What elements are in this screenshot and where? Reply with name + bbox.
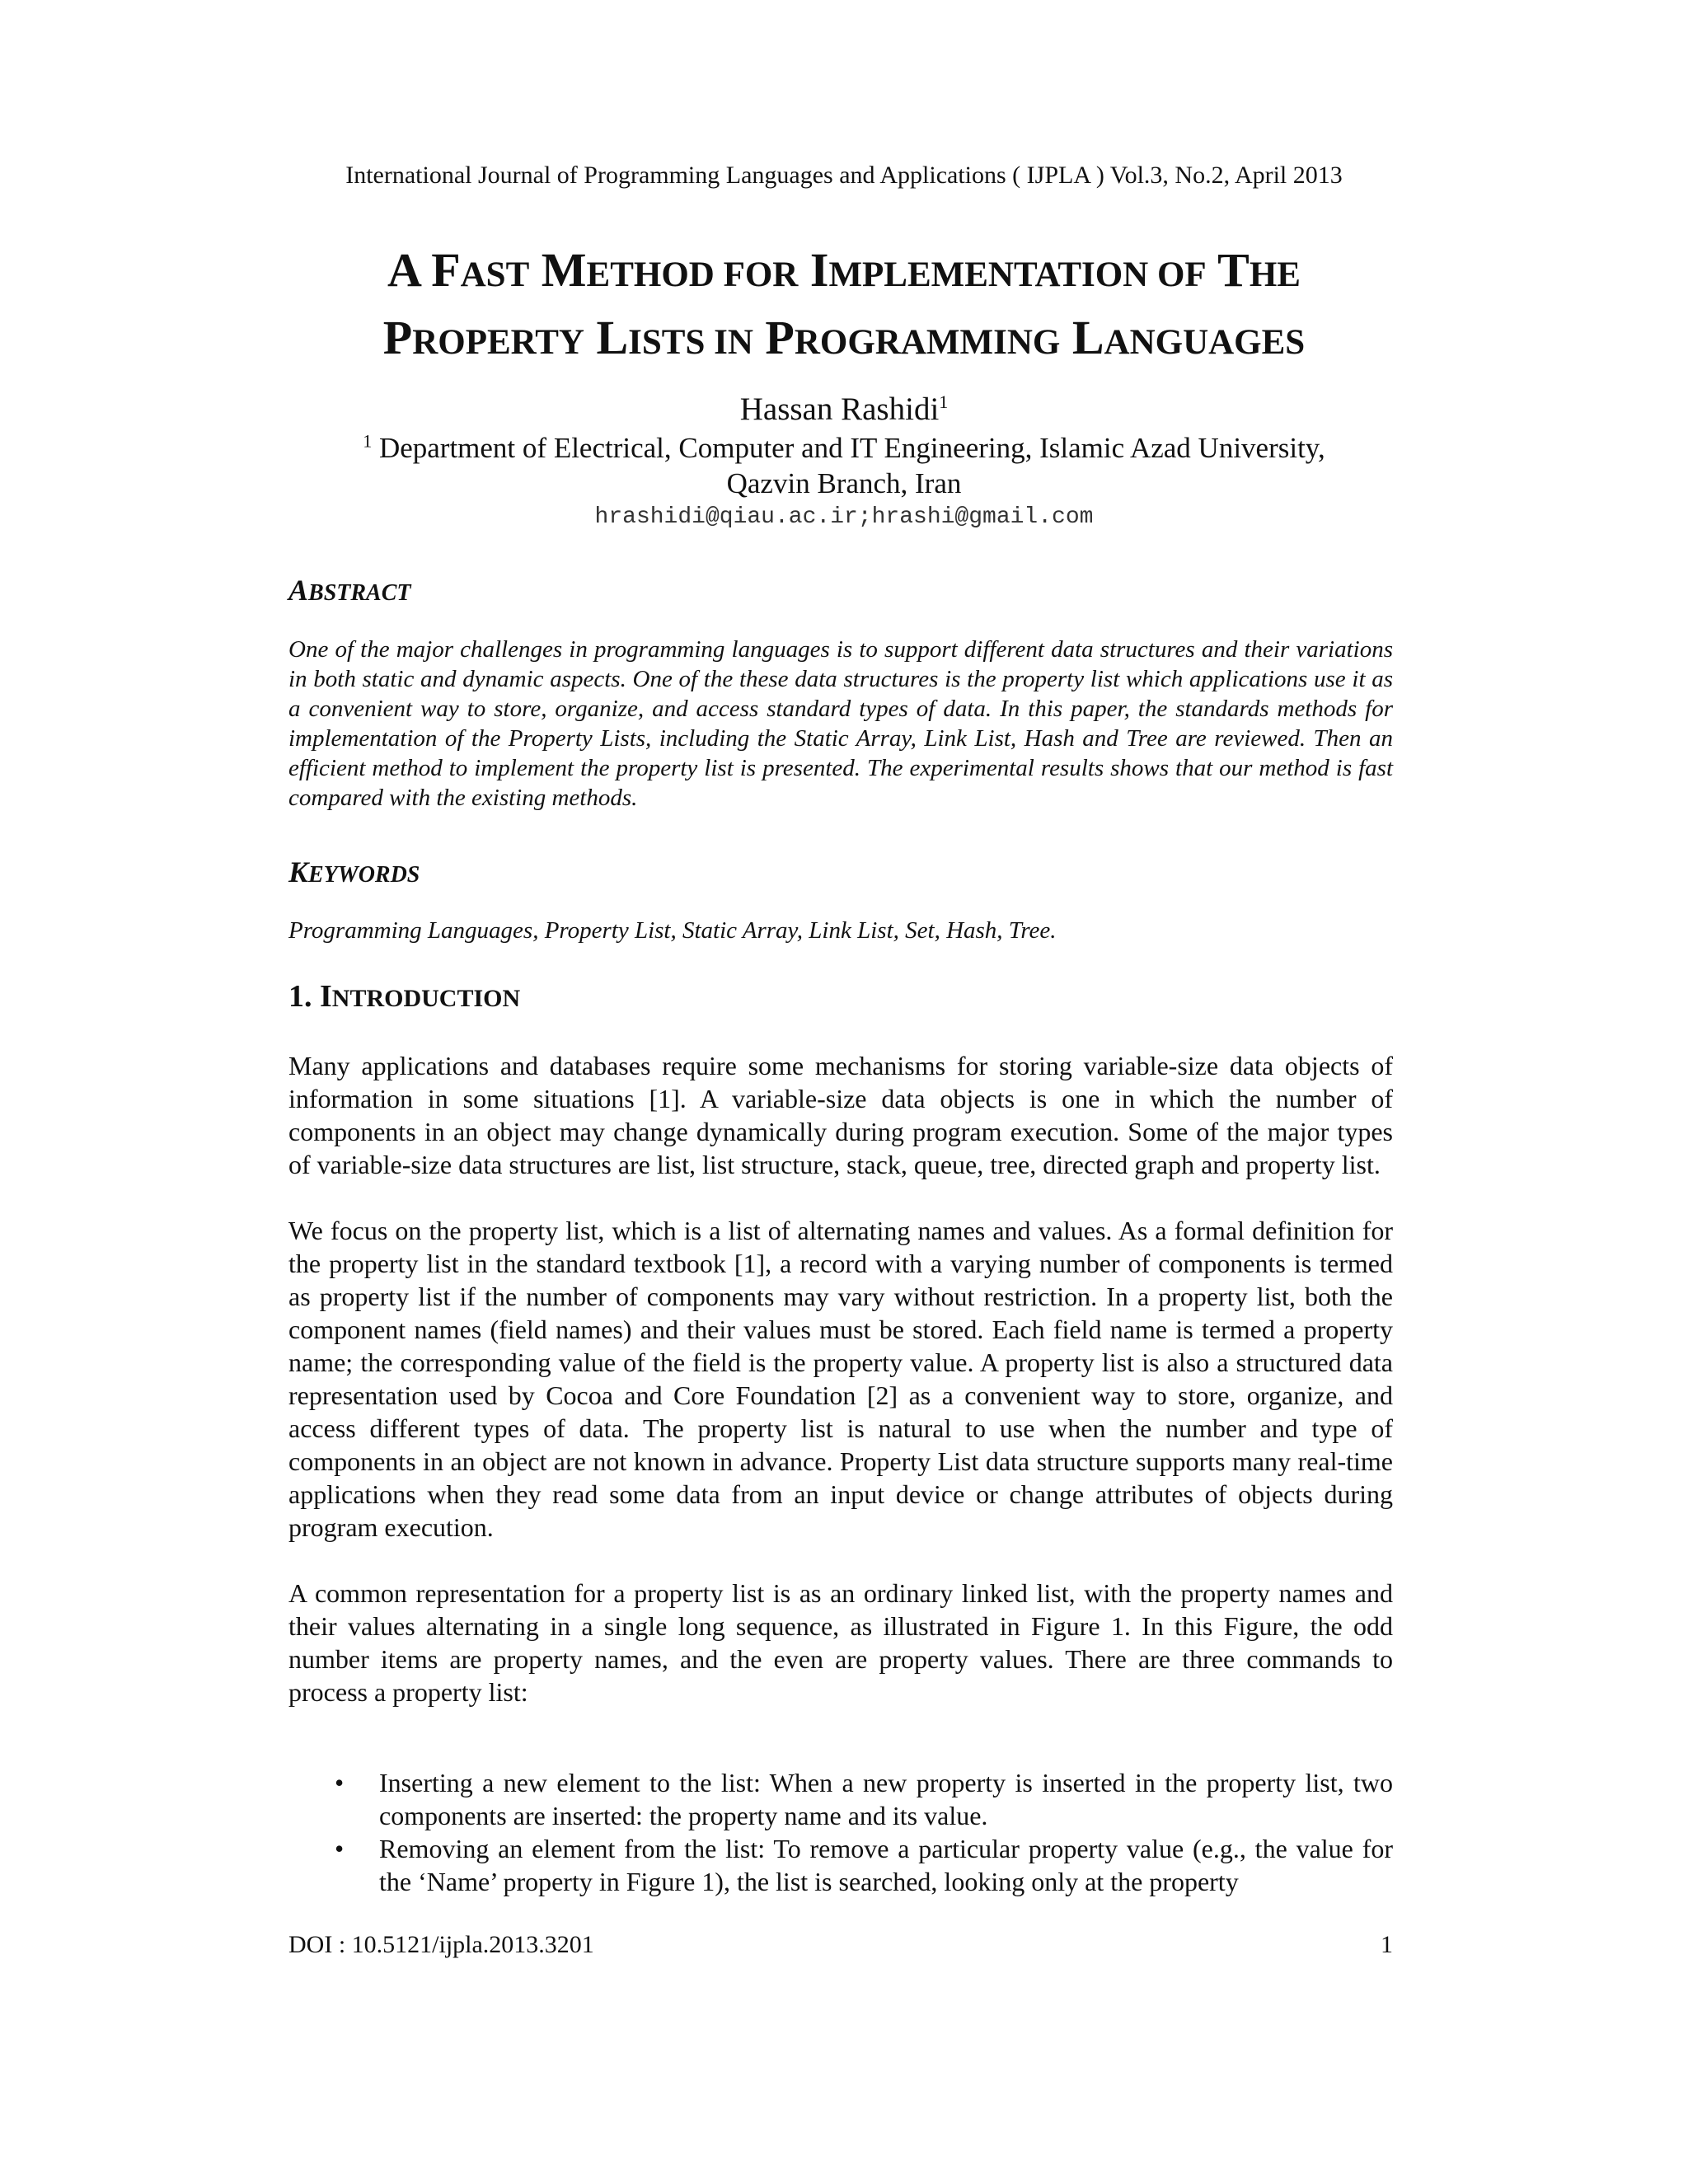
- keywords-text: Programming Languages, Property List, Static Array, Link List, Set, Hash, Tree.: [288, 917, 1057, 944]
- title-word: FAST: [431, 243, 530, 297]
- title-line-1: [165, 239, 1523, 307]
- affiliation-line-2: Qazvin Branch, Iran: [726, 467, 962, 499]
- intro-paragraph-3: A common representation for a property list is as an ordinary linked list, with the property names and their values alternating in a single long sequence, as illustrated in Figure 1. In this Figure, the odd number items are property names, and the even are property values. There are three commands to process a property list:: [288, 1578, 1393, 1707]
- title-word: PROPERTY: [382, 311, 584, 364]
- bullet-icon: •: [335, 1834, 345, 1863]
- abstract-heading: ABSTRACT: [288, 574, 411, 607]
- list-item: • Inserting a new element to the list: When a new property is inserted in the property list, two components are inserted: the property name and its value.: [335, 1768, 1393, 1830]
- title-word: METHOD FOR: [541, 243, 799, 297]
- author-block: [165, 389, 1523, 534]
- keywords-heading: KEYWORDS: [288, 855, 420, 888]
- introduction-body: [288, 1049, 1393, 1741]
- command-list: [288, 1766, 1393, 1898]
- title-line-2: [165, 307, 1523, 374]
- running-header: International Journal of Programming Languages and Applications ( IJPLA ) Vol.3, No.2, April 2013: [345, 162, 1343, 189]
- list-item: • Removing an element from the list: To remove a particular property value (e.g., the value for the ‘Name’ property in Figure 1), the list is searched, looking only at the property: [335, 1834, 1393, 1896]
- title-word: LISTS IN: [596, 311, 753, 364]
- title-word: THE: [1217, 243, 1301, 297]
- page-footer: [288, 1931, 1393, 1959]
- intro-paragraph-1: Many applications and databases require some mechanisms for storing variable-size data objects of information in some situations [1]. A variable-size data objects is one in which the number of components in an object may change dynamically during program execution. Some of the major types of variable-size data structures are list, list structure, stack, queue, tree, directed graph and property list.: [288, 1051, 1393, 1179]
- intro-paragraph-2: We focus on the property list, which is a list of alternating names and values. As a formal definition for the property list in the standard textbook [1], a record with a varying number of components is termed as property list if the number of components may vary without restriction. In a property list, both the component names (field names) and their values must be stored. Each field name is termed a property name; the corresponding value of the field is the property value. A property list is also a structured data representation used by Cocoa and Core Foundation [2] as a convenient way to store, organize, and access different types of data. The property list is natural to use when the number and type of components in an object are not known in advance. Property List data structure supports many real-time applications when they read some data from an input device or change attributes of objects during program execution.: [288, 1216, 1393, 1542]
- page-number: 1: [1381, 1931, 1393, 1958]
- paper-title: [165, 239, 1523, 374]
- title-word: A: [387, 243, 420, 297]
- abstract-text: One of the major challenges in programming languages is to support different data structures and their variations in both static and dynamic aspects. One of the these data structures is the property list which applications use it as a convenient way to store, organize, and access standard types of data. In this paper, the standards methods for implementation of the Property Lists, including the Static Array, Link List, Hash and Tree are reviewed. Then an efficient method to implement the property list is presented. The experimental results shows that our method is fast compared with the existing methods.: [288, 636, 1393, 811]
- bullet-icon: •: [335, 1768, 345, 1797]
- title-word: LANGUAGES: [1071, 311, 1306, 364]
- title-word: IMPLEMENTATION OF: [809, 243, 1207, 297]
- author-email[interactable]: hrashidi@qiau.ac.ir;hrashi@gmail.com: [594, 504, 1094, 530]
- author-name: Hassan Rashidi$^1$: [739, 391, 949, 427]
- affiliation: $^1$ Department of Electrical, Computer and IT Engineering, Islamic Azad University,: [363, 430, 1325, 464]
- title-word: PROGRAMMING: [765, 311, 1061, 364]
- doi: DOI : 10.5121/ijpla.2013.3201: [288, 1931, 594, 1958]
- introduction-heading: 1. INTRODUCTION: [288, 979, 521, 1014]
